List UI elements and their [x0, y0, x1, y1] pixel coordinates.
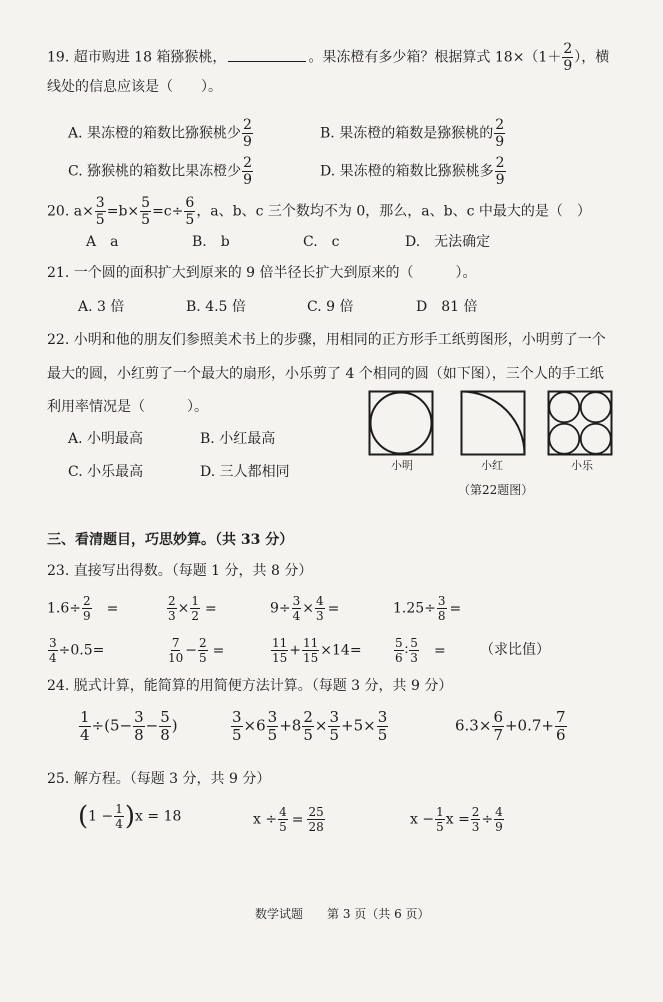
figure-label-xiaole: 小乐 — [571, 459, 593, 472]
q21-option-a: A. 3 倍 — [78, 299, 125, 315]
q21-option-d: D 81 倍 — [416, 299, 478, 315]
q23-expr-5: $\frac{3}{4}$ ÷0.5= — [49, 636, 105, 665]
q21-stem: 21. 一个圆的面积扩大到原来的 9 倍半径长扩大到原来的（ ）。 — [47, 265, 477, 281]
q24-problem-3: 6.3× $\frac{6}{7}$ +0.7+ $\frac{7}{6}$ — [455, 708, 566, 744]
q24-title: 24. 脱式计算，能简算的用简便方法计算。（每题 3 分，共 9 分） — [47, 678, 453, 694]
q21-option-c: C. 9 倍 — [307, 299, 354, 315]
q19-option-a: A. 果冻橙的箱数比猕猴桃少 $\frac{2}{9}$ — [68, 117, 252, 150]
figure-label-xiaohong: 小红 — [481, 459, 503, 472]
q23-expr-7: $\frac{11}{15}$ + $\frac{11}{15}$ ×14= — [272, 636, 362, 665]
q23-title: 23. 直接写出得数。（每题 1 分，共 8 分） — [47, 563, 313, 579]
q23-expr-4: 1.25÷ $\frac{3}{8}$ = — [393, 594, 462, 623]
q20-option-d: D. 无法确定 — [405, 234, 491, 250]
q21-option-b: B. 4.5 倍 — [186, 299, 246, 315]
q19-option-b: B. 果冻橙的箱数是猕猴桃的 $\frac{2}{9}$ — [320, 117, 505, 150]
q19-line1: 19. 超市购进 18 箱猕猴桃， 。果冻橙有多少箱？根据算式 18×（1＋ $\frac{2}{9}$ ），横 — [47, 41, 610, 74]
q22-option-b: B. 小红最高 — [200, 431, 276, 447]
q25-equation-3: x − $\frac{1}{5}$ x = $\frac{2}{3}$ ÷ $\frac{4}{9}$ — [410, 805, 503, 834]
q22-line3: 利用率情况是（ ）。 — [47, 399, 208, 415]
q25-equation-2: x ÷ $\frac{4}{5}$ = $\frac{25}{28}$ — [253, 805, 324, 834]
q22-line1: 22. 小明和他的朋友们参照美术书上的步骤，用相同的正方形手工纸剪图形，小明剪了一个 — [47, 332, 606, 348]
q23-expr-3: 9÷ $\frac{3}{4}$ × $\frac{4}{3}$ = — [270, 594, 340, 623]
q22-line2: 最大的圆，小红剪了一个最大的扇形，小乐剪了 4 个相同的圆（如下图），三个人的手工纸 — [47, 366, 604, 382]
q25-title: 25. 解方程。（每题 3 分，共 9 分） — [47, 771, 271, 787]
q20-option-b: B. b — [192, 234, 230, 250]
figure-four-circles-in-square — [547, 390, 613, 456]
q22-option-a: A. 小明最高 — [68, 431, 144, 447]
q19-answer-blank — [228, 51, 306, 62]
q19-fraction: $\frac{2}{9}$ — [563, 41, 573, 74]
q19-option-c: C. 猕猴桃的箱数比果冻橙少 $\frac{2}{9}$ — [68, 155, 253, 188]
q20-option-c: C. c — [303, 234, 340, 250]
q22-option-d: D. 三人都相同 — [200, 464, 290, 480]
q23-expr-1: 1.6÷ $\frac{2}{9}$ = — [47, 594, 119, 623]
figure-sector-in-square — [460, 390, 526, 456]
figure-circle-in-square — [368, 390, 434, 456]
q24-problem-1: $\frac{1}{4}$ ÷(5− $\frac{3}{8}$ − $\frac{5}{8}$ ) — [80, 708, 178, 744]
q23-ratio-note: （求比值） — [480, 642, 550, 658]
q24-problem-2: $\frac{3}{5}$ ×6 $\frac{3}{5}$ +8 $\frac{2}{5}$ × $\frac{3}{5}$ +5× $\frac{3}{5}$ — [232, 708, 388, 744]
q23-expr-8: $\frac{5}{6}$ ∶ $\frac{5}{3}$ = — [395, 636, 446, 665]
q22-option-c: C. 小乐最高 — [68, 464, 144, 480]
q25-equation-1: (1 − $\frac{1}{4}$ )x = 18 — [78, 801, 182, 832]
q23-expr-2: $\frac{2}{3}$ × $\frac{1}{2}$ = — [168, 594, 217, 623]
q23-expr-6: $\frac{7}{10}$ − $\frac{2}{5}$ = — [168, 636, 225, 665]
figure-label-xiaoming: 小明 — [391, 459, 413, 472]
q19-line2: 线处的信息应该是（ ）。 — [47, 79, 222, 95]
section3-title: 三、看清题目，巧思妙算。（共 33 分） — [47, 532, 294, 548]
q20-option-a: A a — [86, 234, 119, 250]
figure-caption: （第22题图） — [458, 483, 534, 497]
q19-option-d: D. 果冻橙的箱数比猕猴桃多 $\frac{2}{9}$ — [320, 155, 505, 188]
page-footer: 数学试题 第 3 页（共 6 页） — [255, 907, 430, 921]
q20-stem: 20. a× $\frac{3}{5}$ =b× $\frac{5}{5}$ =c÷ $\frac{6}{5}$ ，a、b、c 三个数均不为 0，那么，a、b、c 中最大的是（ ） — [47, 195, 591, 228]
